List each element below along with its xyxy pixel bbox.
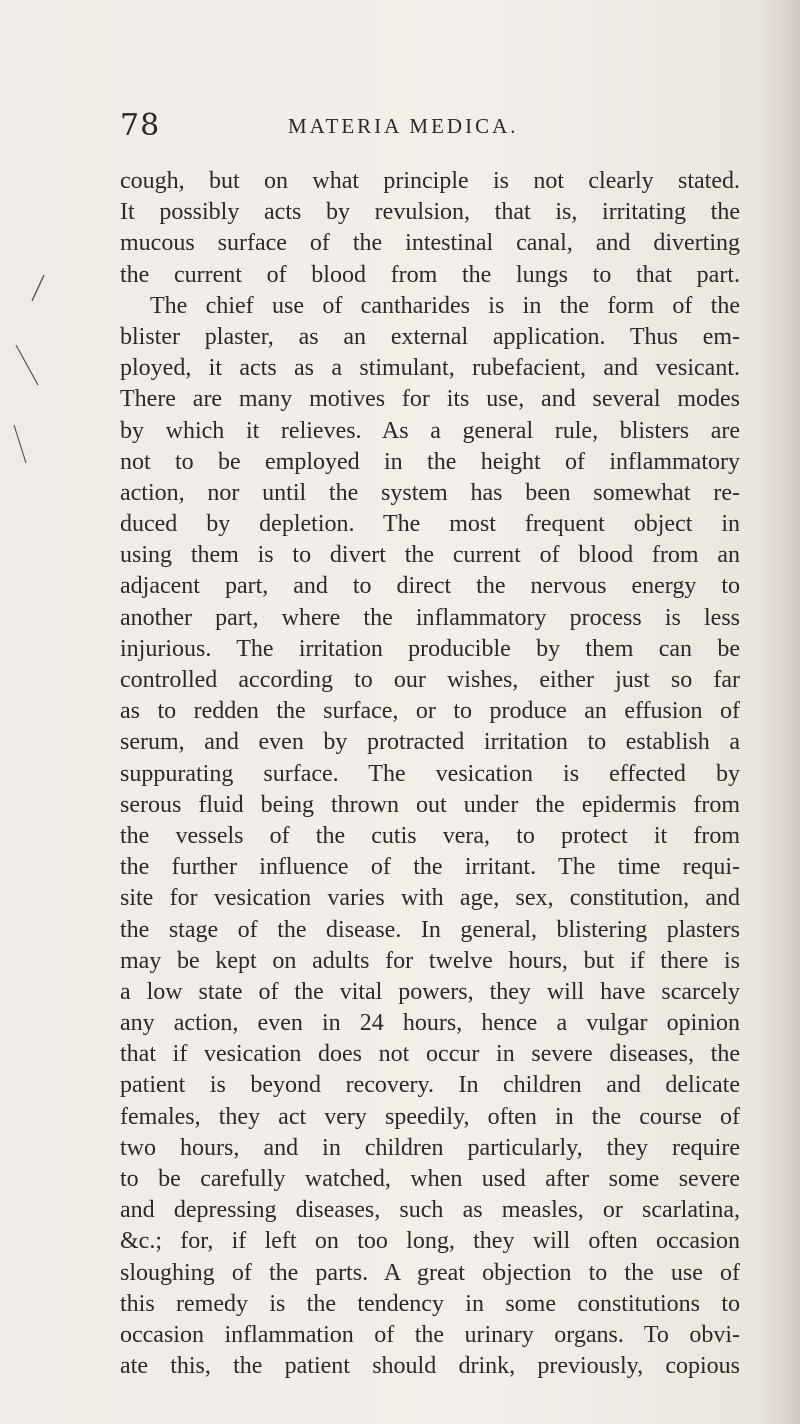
body-text	[120, 166, 740, 1382]
text-line: There are many motives for its use, and several modes	[120, 386, 740, 413]
text-line: cough, but on what principle is not clearly stated.	[120, 168, 740, 194]
text-line: this remedy is the tendency in some constitutions to	[120, 1290, 740, 1317]
text-line: a low state of the vital powers, they will have scarcely	[120, 978, 740, 1005]
text-line: two hours, and in children particularly, they require	[120, 1134, 740, 1161]
text-line: serum, and even by protracted irritation to establish a	[120, 729, 740, 756]
text-line: action, nor until the system has been somewhat re-	[120, 479, 740, 506]
text-line: injurious. The irritation producible by them can be	[120, 635, 740, 662]
text-line: the vessels of the cutis vera, to protect it from	[120, 822, 740, 849]
text-line: controlled according to our wishes, either just so far	[120, 667, 740, 693]
text-line: the further influence of the irritant. The time requi-	[120, 854, 740, 881]
text-line: suppurating surface. The vesication is effected by	[120, 760, 740, 787]
text-line: using them is to divert the current of blood from an	[120, 542, 740, 569]
text-line: mucous surface of the intestinal canal, and diverting	[120, 230, 740, 257]
text-line: the stage of the disease. In general, blistering plasters	[120, 916, 740, 943]
text-line: any action, even in 24 hours, hence a vulgar opinion	[120, 1010, 740, 1037]
text-line: It possibly acts by revulsion, that is, irritating the	[120, 199, 740, 226]
text-line: serous fluid being thrown out under the epidermis from	[120, 791, 740, 818]
text-line: another part, where the inflammatory process is less	[120, 604, 740, 631]
text-line: the current of blood from the lungs to that part.	[120, 261, 740, 288]
text-line: patient is beyond recovery. In children and delicate	[120, 1072, 740, 1099]
text-line: ate this, the patient should drink, previously, copious	[120, 1353, 740, 1380]
margin-marks	[6, 275, 46, 465]
text-line: blister plaster, as an external application. Thus em-	[120, 323, 740, 350]
page-number: 78	[120, 108, 161, 143]
text-line: duced by depletion. The most frequent object in	[120, 511, 740, 538]
text-line: adjacent part, and to direct the nervous energy to	[120, 573, 740, 600]
text-line: by which it relieves. As a general rule, blisters are	[120, 417, 740, 444]
text-line: site for vesication varies with age, sex, constitution, and	[120, 885, 740, 912]
text-line: as to redden the surface, or to produce an effusion of	[120, 698, 740, 725]
running-head: MATERIA MEDICA.	[288, 114, 519, 138]
text-line: and depressing diseases, such as measles, or scarlatina,	[120, 1197, 740, 1224]
text-line: may be kept on adults for twelve hours, but if there is	[120, 947, 740, 974]
text-line: &c.; for, if left on too long, they will often occasion	[120, 1228, 740, 1255]
text-line: that if vesication does not occur in severe diseases, the	[120, 1041, 740, 1068]
page-header	[120, 108, 740, 148]
text-line: sloughing of the parts. A great objection to the use of	[120, 1259, 740, 1286]
text-line: to be carefully watched, when used after some severe	[120, 1166, 740, 1192]
text-line: not to be employed in the height of inflammatory	[120, 448, 740, 475]
text-line: females, they act very speedily, often in the course of	[120, 1103, 740, 1130]
text-line: The chief use of cantharides is in the form of the	[150, 292, 740, 319]
text-line: ployed, it acts as a stimulant, rubefacient, and vesicant.	[120, 355, 740, 382]
page-edge-shadow	[760, 0, 800, 1424]
text-line: occasion inflammation of the urinary organs. To obvi-	[120, 1321, 740, 1348]
